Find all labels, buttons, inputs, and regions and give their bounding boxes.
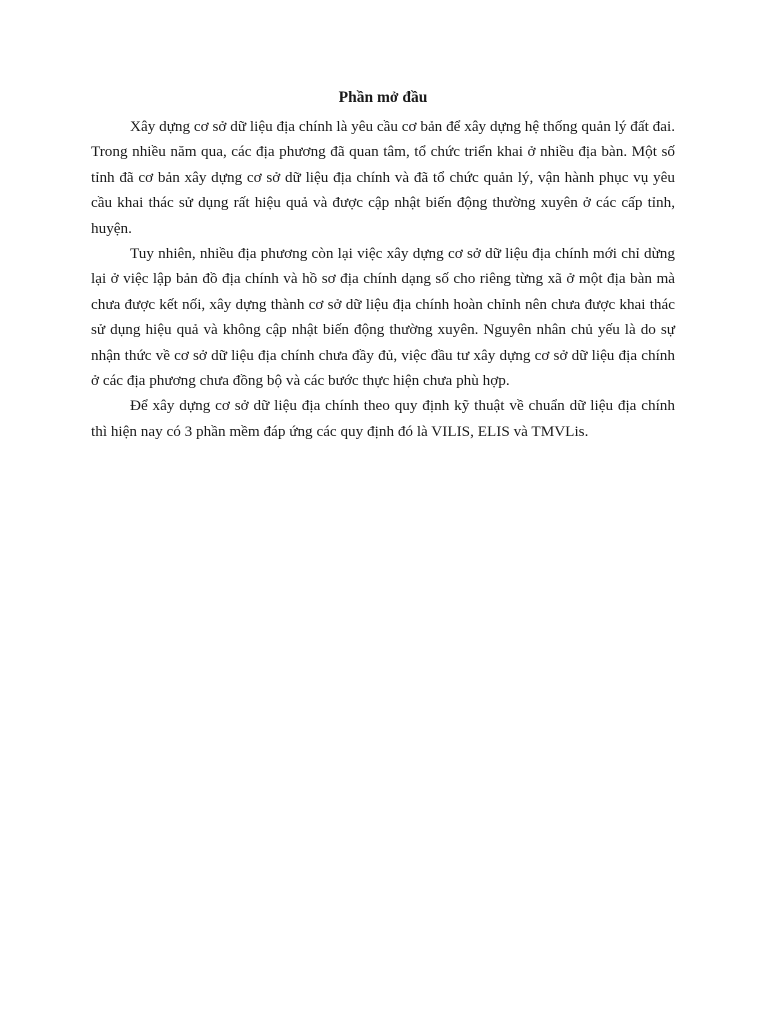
paragraph-1: Xây dựng cơ sở dữ liệu địa chính là yêu cầu cơ bản để xây dựng hệ thống quản lý đất đai. Trong nhiều năm qua, các địa phương đã quan tâm, tổ chức triển khai ở nhiều địa bàn. Một số tỉnh đã cơ bản xây dựng cơ sở dữ liệu địa chính và đã tổ chức quản lý, vận hành phục vụ yêu cầu khai thác sử dụng rất hiệu quả và được cập nhật biến động thường xuyên ở các cấp tỉnh, huyện. [91, 118, 675, 237]
section-title: Phần mở đầu [338, 89, 428, 106]
paragraph-3: Để xây dựng cơ sở dữ liệu địa chính theo quy định kỹ thuật về chuẩn dữ liệu địa chính thì hiện nay có 3 phần mềm đáp ứng các quy định đó là VILIS, ELIS và TMVLis. [91, 397, 675, 440]
paragraph-2: Tuy nhiên, nhiều địa phương còn lại việc xây dựng cơ sở dữ liệu địa chính mới chỉ dừng lại ở việc lập bản đồ địa chính và hồ sơ địa chính dạng số cho riêng từng xã ở một địa bàn mà chưa được kết nối, xây dựng thành cơ sở dữ liệu địa chính hoàn chỉnh nên chưa được khai thác sử dụng hiệu quả và không cập nhật biến động thường xuyên. Nguyên nhân chủ yếu là do sự nhận thức về cơ sở dữ liệu địa chính chưa đầy đủ, việc đầu tư xây dựng cơ sở dữ liệu địa chính ở các địa phương chưa đồng bộ và các bước thực hiện chưa phù hợp. [91, 245, 675, 390]
document-body [91, 86, 675, 444]
